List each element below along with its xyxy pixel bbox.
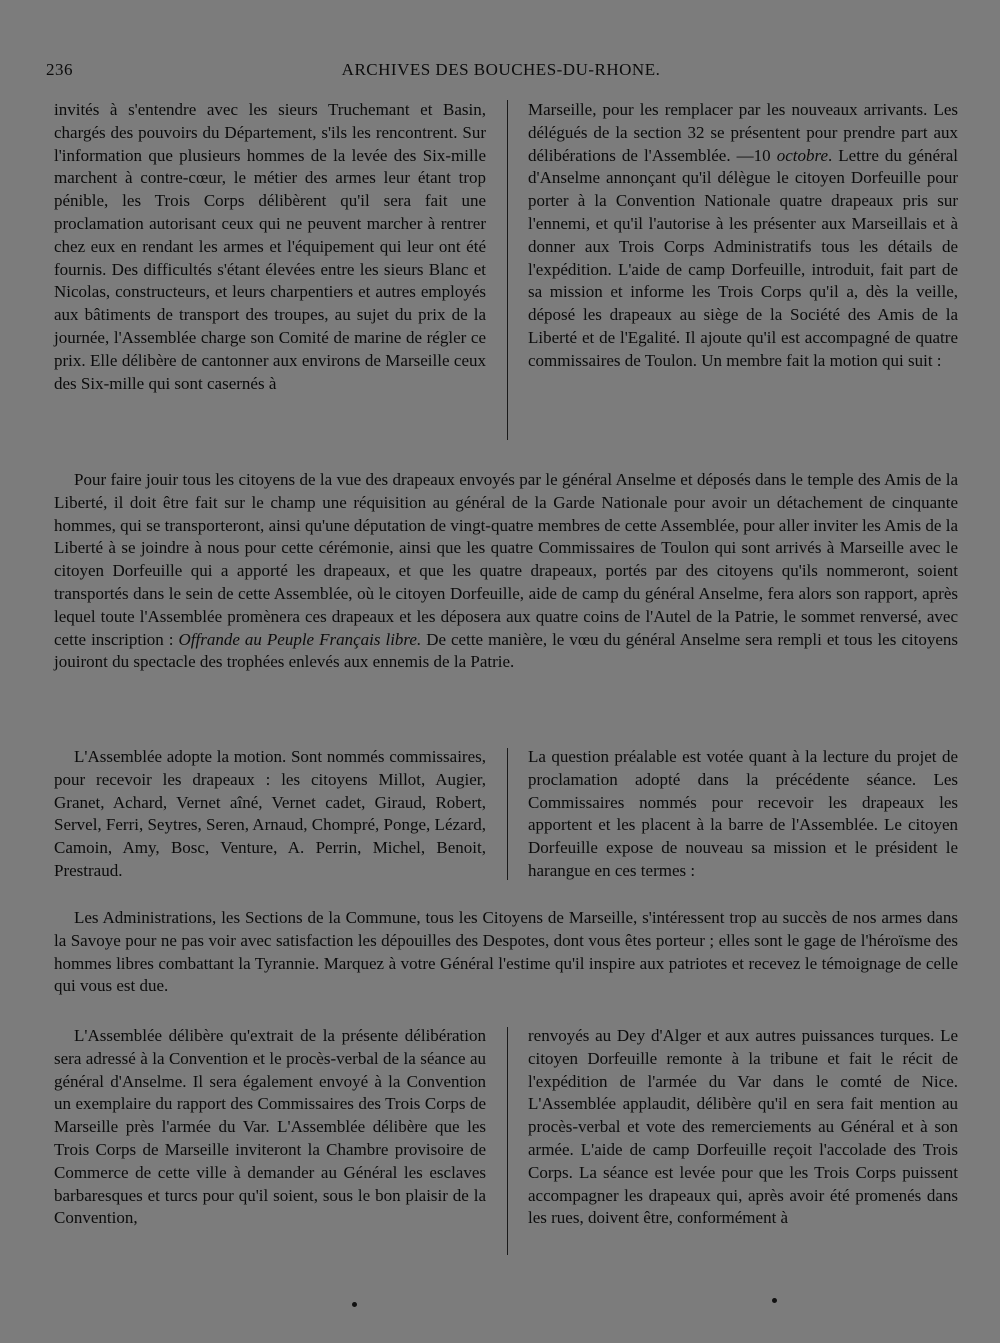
page-header	[46, 60, 956, 86]
page-number: 236	[46, 60, 73, 79]
motion-paragraph	[54, 469, 958, 674]
harangue-paragraph: Les Administrations, les Sections de la Commune, tous les Citoyens de Marseille, s'intéressent trop au succès de nos armes dans la Savoye pour ne pas voir avec satisfaction les dépouilles des Despotes, dont vous êtes porteur ; elles sont le gage de l'héroïsme des hommes libres combattant la Tyrannie. Marquez à votre Général l'estime qu'il inspire aux patriotes et recevez le témoignage de celle qui vous est due.	[54, 908, 958, 996]
ink-speck	[352, 1302, 357, 1307]
running-head: ARCHIVES DES BOUCHES-DU-RHONE.	[341, 60, 661, 79]
section2-left-column: L'Assemblée adopte la motion. Sont nommés commissaires, pour recevoir les drapeaux : les citoyens Millot, Augier, Granet, Achard, Vernet aîné, Vernet cadet, Giraud, Robert, Servel, Ferri, Seytres, Seren, Arnaud, Chompré, Ponge, Lézard, Camoin, Amy, Bosc, Venture, A. Perrin, Michel, Benoit, Prestraud.	[54, 747, 486, 880]
motion-text-b: De cette manière, le vœu du général Anselme sera rempli et tous les citoyens jouiront du spectacle des trophées enlevés aux ennemis de la Patrie.	[54, 629, 958, 672]
section1-right-text-b: . Lettre du général d'Anselme annonçant qu'il délègue le citoyen Dorfeuille pour porter à la Convention Nationale quatre drapeaux pris sur l'ennemi, et qu'il l'autorise à les présenter aux Marseillais et à donner aux Trois Corps Administratifs tous les détails de l'expédition. L'aide de camp Dorfeuille, introduit, fait part de sa mission et informe les Trois Corps qu'il a, dès la veille, déposé les drapeaux au siège de la Société des Amis de la Liberté et de l'Egalité. Il ajoute qu'il est accompagné de quatre commissaires de Toulon. Un membre fait la motion qui suit :	[528, 145, 959, 370]
column-divider	[507, 1027, 508, 1255]
section1-right-text-a: Marseille, pour les remplacer par les nouveaux arrivants. Les délégués de la section 32 se présentent pour prendre part aux délibérations de l'Assemblée. —10	[528, 100, 958, 165]
date-october: octobre	[776, 145, 828, 165]
section1-left-column: invités à s'entendre avec les sieurs Truchemant et Basin, chargés des pouvoirs du Département, s'ils les rencontrent. Sur l'information que plusieurs hommes de la levée des Six-mille marchent à contre-cœur, le métier des armes leur étant trop pénible, les Trois Corps délibèrent qu'il sera fait une proclamation autorisant ceux qui ne peuvent marcher à rentrer chez eux en rendant les armes et l'équipement qui leur ont été fournis. Des difficultés s'étant élevées entre les sieurs Blanc et Nicolas, constructeurs, et leurs charpentiers et autres employés aux bâtiments de transport des troupes, au sujet du prix de la journée, l'Assemblée charge son Comité de marine de régler ce prix. Elle délibère de cantonner aux environs de Marseille ceux des Six-mille qui sont casernés à	[54, 100, 486, 393]
column-divider	[507, 100, 508, 440]
section1-right-column	[528, 99, 958, 373]
column-divider	[507, 748, 508, 880]
inscription: Offrande au Peuple Français libre.	[178, 629, 422, 649]
motion-text-a: Pour faire jouir tous les citoyens de la vue des drapeaux envoyés par le général Anselme et déposés dans le temple des Amis de la Liberté, il doit être fait sur le champ une réquisition au général de la Garde Nationale pour avoir un détachement de cinquante hommes, qui se transporteront, ainsi qu'une députation de vingt-quatre membres de cette Assemblée, pour aller inviter les Amis de la Liberté à se joindre à nous pour cette cérémonie, ainsi que les quatre Commissaires de Toulon qui sont arrivés à Marseille avec le citoyen Dorfeuille qui a apporté les drapeaux, et que les quatre drapeaux, portés par des citoyens qu'ils nommeront, soient transportés dans le sein de cette Assemblée, où le citoyen Dorfeuille, aide de camp du général Anselme, fera alors son rapport, après lequel toute l'Assemblée promènera ces drapeaux et les déposera aux quatre coins de l'Autel de la Patrie, le sommet renversé, avec cette inscription :	[54, 470, 958, 649]
section2-right-column: La question préalable est votée quant à la lecture du projet de proclamation adopté dans la précédente séance. Les Commissaires nommés pour recevoir les drapeaux les apportent et les placent à la barre de l'Assemblée. Le citoyen Dorfeuille expose de nouveau sa mission et le président le harangue en ces termes :	[528, 747, 958, 880]
section3-left-column: L'Assemblée délibère qu'extrait de la présente délibération sera adressé à la Convention et le procès-verbal de la séance au général d'Anselme. Il sera également envoyé à la Convention un exemplaire du rapport des Commissaires des Trois Corps de Marseille près l'armée du Var. L'Assemblée délibère que les Trois Corps de Marseille inviteront la Chambre provisoire de Commerce de cette ville à demander au Général les esclaves barbaresques et turcs pour qu'il soient, sous le bon plaisir de la Convention,	[54, 1026, 486, 1228]
section3-right-column: renvoyés au Dey d'Alger et aux autres puissances turques. Le citoyen Dorfeuille remonte à la tribune et fait le récit de l'expédition de l'armée du Var dans le comté de Nice. L'Assemblée applaudit, délibère qu'il en sera fait mention au procès-verbal et vote des remerciements au Général et à son armée. L'aide de camp Dorfeuille reçoit l'accolade des Trois Corps. La séance est levée pour que les Trois Corps puissent accompagner les drapeaux qui, après avoir été promenés dans les rues, doivent être, conformément à	[528, 1026, 958, 1228]
ink-speck	[772, 1298, 777, 1303]
